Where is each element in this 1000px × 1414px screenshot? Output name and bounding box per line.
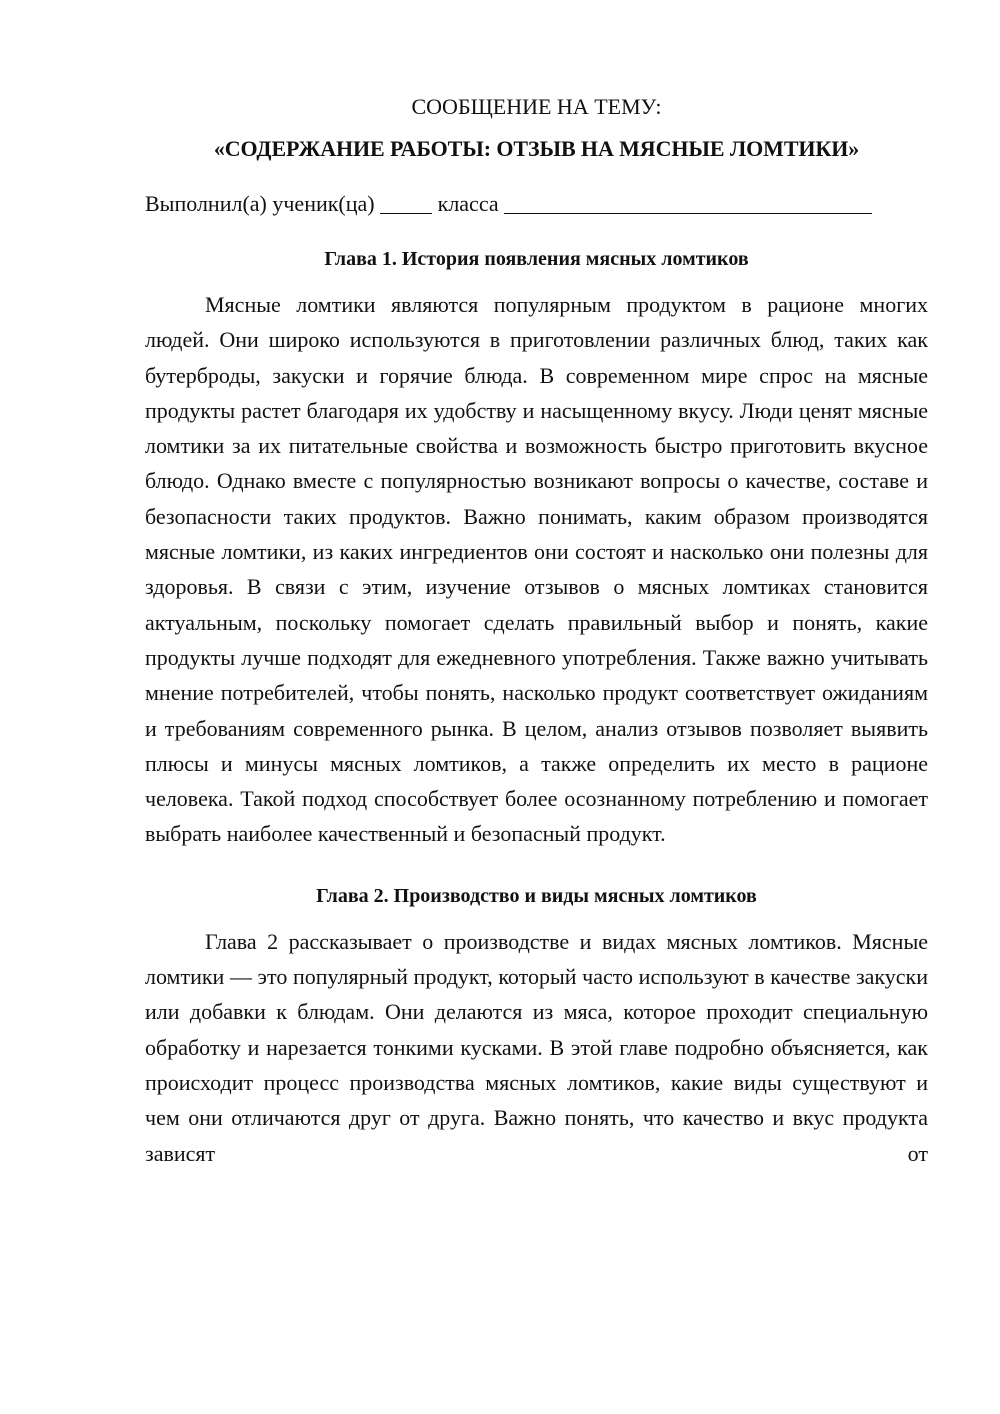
author-line: [145, 188, 928, 219]
chapter-1-paragraph: Мясные ломтики являются популярным продуктом в рационе многих людей. Они широко используются в приготовлении различных блюд, таких как бутерброды, закуски и горячие блюда. В современном мире спрос на мясные продукты растет благодаря их удобству и насыщенному вкусу. Люди ценят мясные ломтики за их питательные свойства и возможность быстро приготовить вкусное блюдо. Однако вместе с популярностью возникают вопросы о качестве, составе и безопасности таких продуктов. Важно понимать, каким образом производятся мясные ломтики, из каких ингредиентов они состоят и насколько они полезны для здоровья. В связи с этим, изучение отзывов о мясных ломтиках становится актуальным, поскольку помогает сделать правильный выбор и понять, какие продукты лучше подходят для ежедневного употребления. Также важно учитывать мнение потребителей, чтобы понять, насколько продукт соответствует ожиданиям и требованиям современного рынка. В целом, анализ отзывов позволяет выявить плюсы и минусы мясных ломтиков, а также определить их место в рационе человека. Такой подход способствует более осознанному потреблению и помогает выбрать наиболее качественный и безопасный продукт.: [145, 292, 928, 847]
class-label: класса: [437, 191, 499, 216]
document-title: «СОДЕРЖАНИЕ РАБОТЫ: ОТЗЫВ НА МЯСНЫЕ ЛОМТИКИ»: [213, 136, 860, 161]
name-blank: [504, 191, 872, 214]
author-label: Выполнил(а) ученик(ца): [145, 191, 375, 216]
chapter-2-heading: Глава 2. Производство и виды мясных ломтиков: [316, 884, 757, 907]
chapter-2-paragraph: Глава 2 рассказывает о производстве и видах мясных ломтиков. Мясные ломтики — это популярный продукт, который часто используют в качестве закуски или добавки к блюдам. Они делаются из мяса, которое проходит специальную обработку и нарезается тонкими кусками. В этой главе подробно объясняется, как происходит процесс производства мясных ломтиков, какие виды существуют и чем они отличаются друг от друга. Важно понять, что качество и вкус продукта зависят от: [145, 928, 928, 1166]
chapter-1-heading: Глава 1. История появления мясных ломтиков: [324, 248, 749, 270]
document-header: СООБЩЕНИЕ НА ТЕМУ:: [411, 94, 662, 119]
class-blank: [380, 191, 432, 214]
document-page: [145, 92, 928, 1171]
